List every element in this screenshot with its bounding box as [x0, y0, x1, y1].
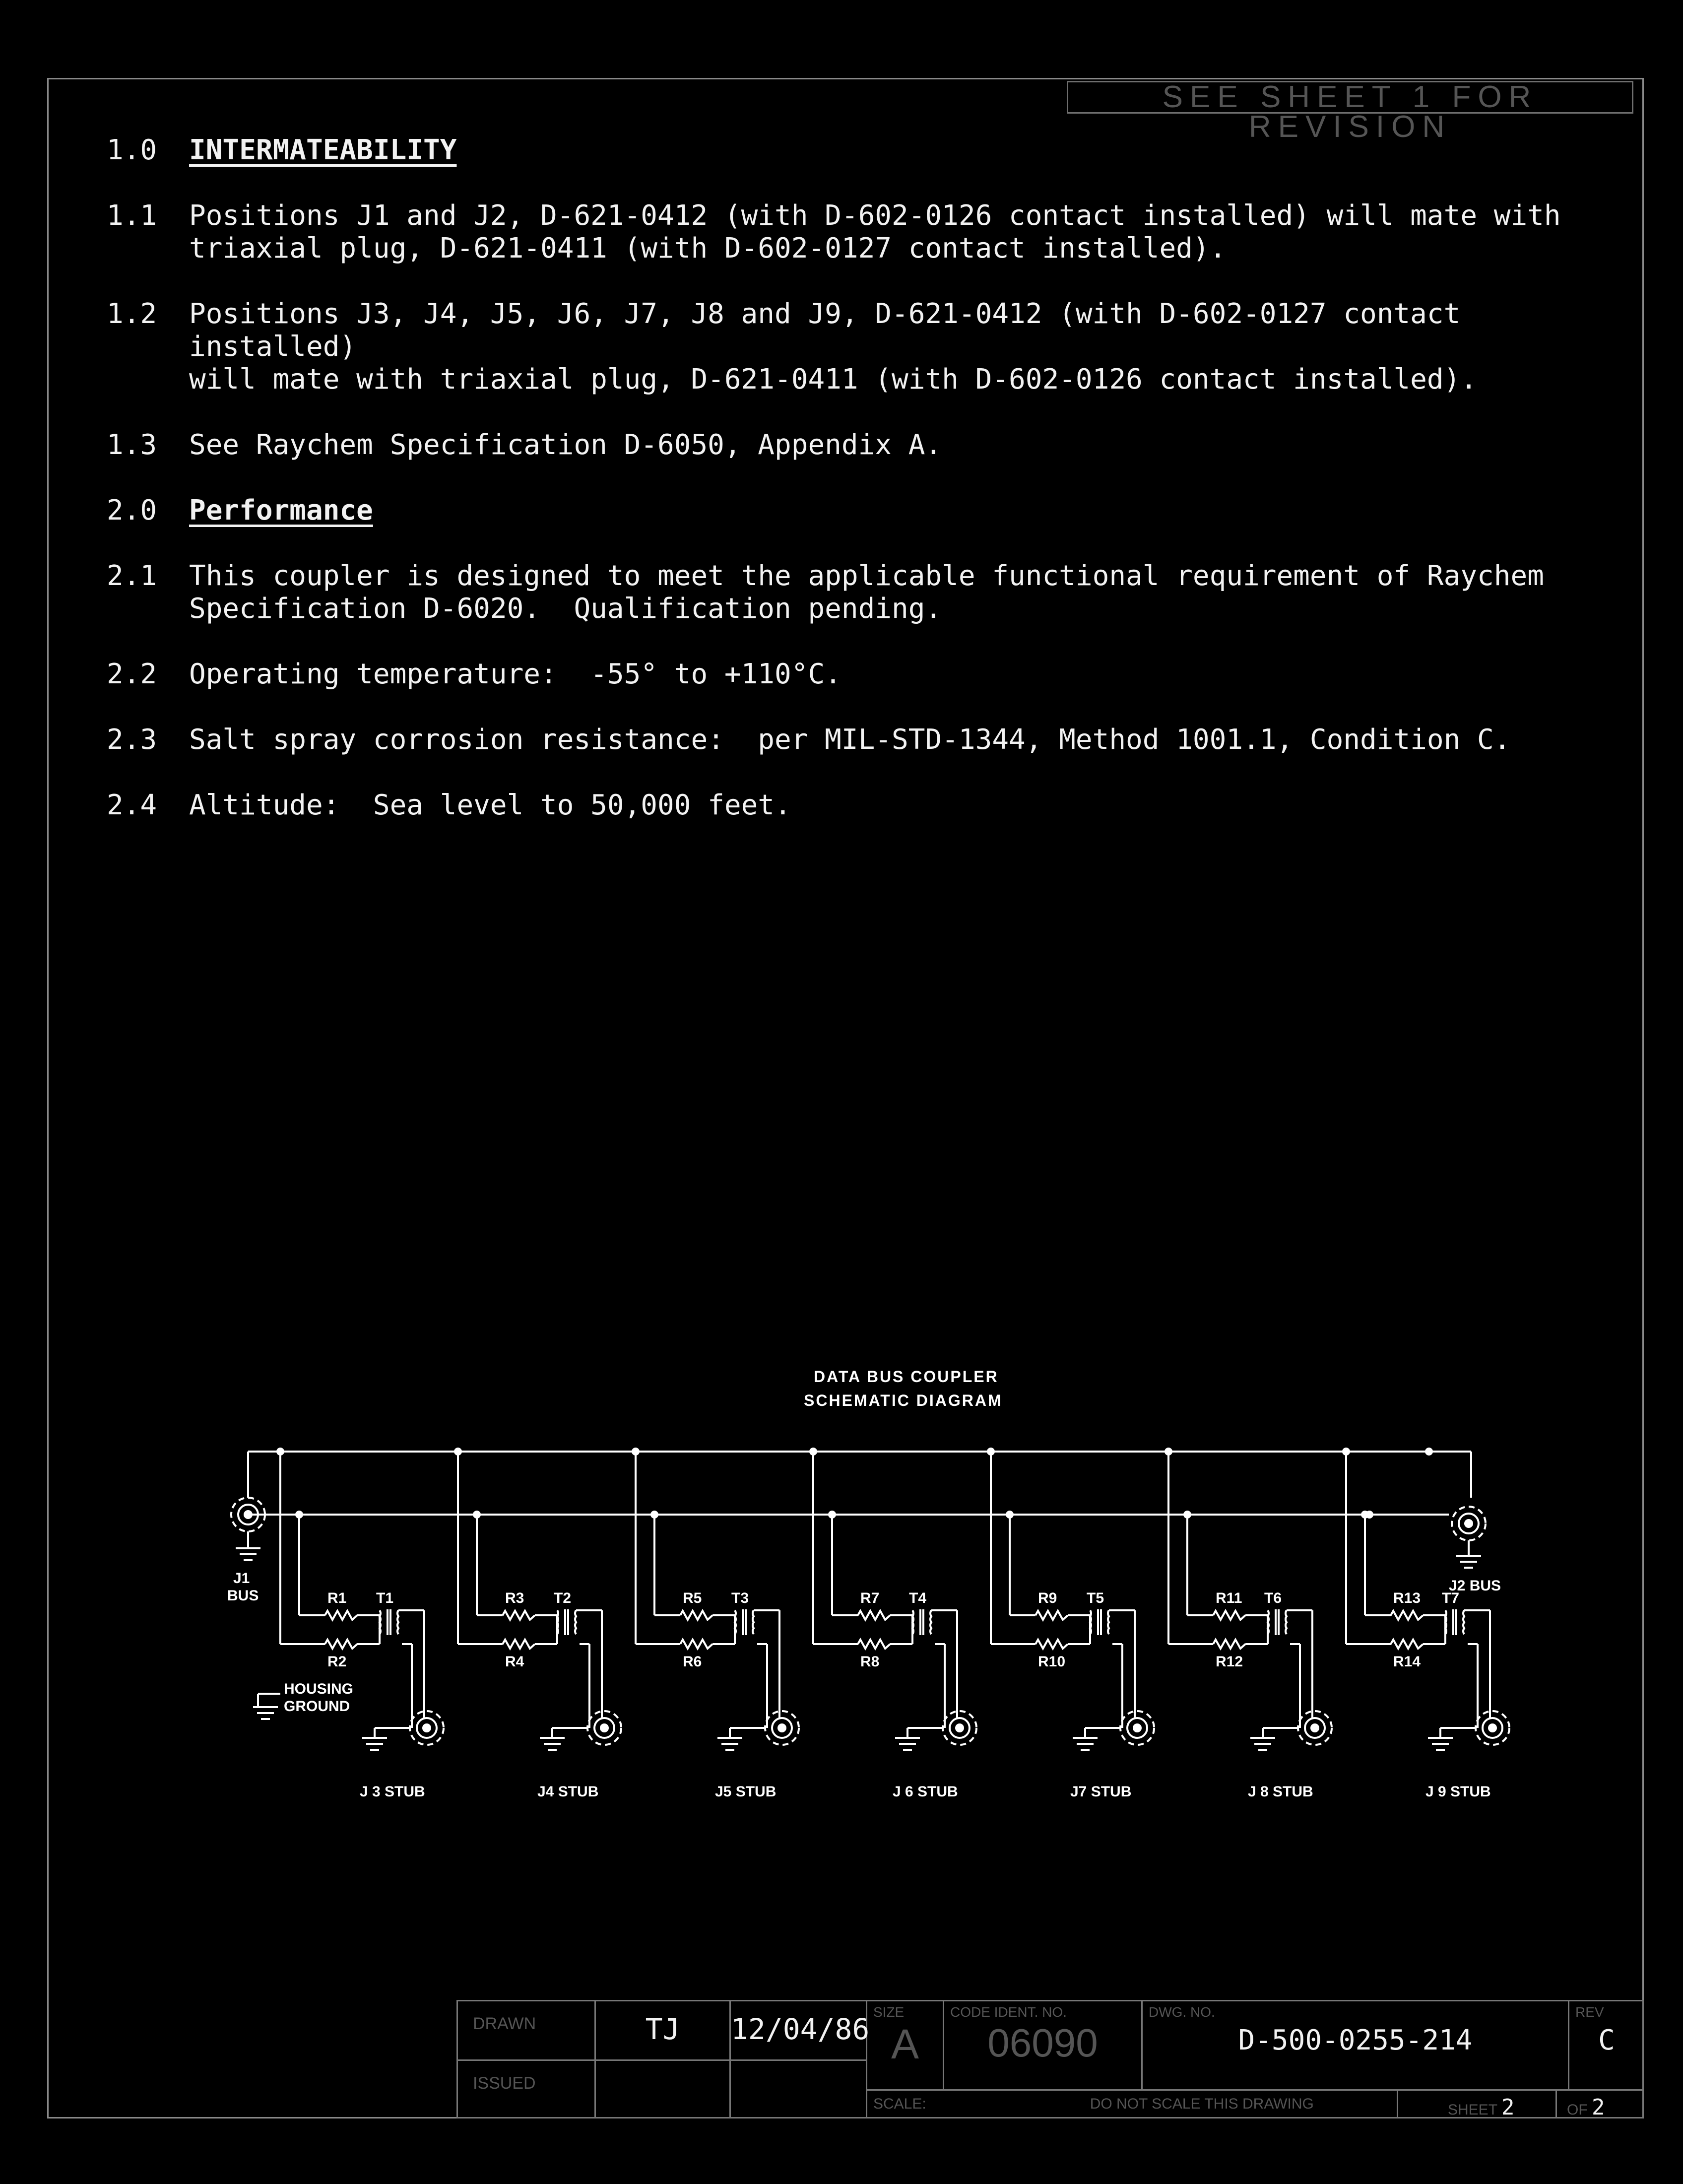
stub-label: J7 STUB: [1070, 1784, 1132, 1800]
transformer-t6-primary: [1268, 1610, 1269, 1634]
dwg-no-label: DWG. NO.: [1149, 2004, 1215, 2020]
sheet-cell: [1398, 2091, 1557, 2118]
paragraph-text: This coupler is designed to meet the applicable functional requirement of Raychem Specification D-6020. Qualification pending.: [189, 560, 1544, 625]
stub-connector-6-pin: [956, 1724, 963, 1731]
resistor-label: R8: [860, 1654, 880, 1670]
j1-connector-pin: [245, 1511, 252, 1518]
stub-connector-3-pin: [423, 1724, 430, 1731]
resistor-label: R1: [327, 1590, 347, 1606]
revision-note: SEE SHEET 1 FOR REVISION: [1067, 81, 1633, 114]
paragraph-1-2: [107, 298, 1635, 396]
issued-label: ISSUED: [458, 2061, 596, 2118]
transformer-t3-primary: [735, 1610, 736, 1634]
drawn-by: TJ: [596, 2001, 731, 2061]
resistor-label: R9: [1038, 1590, 1057, 1606]
resistor-label: R14: [1393, 1654, 1421, 1670]
resistor-label: R10: [1038, 1654, 1066, 1670]
transformer-t4-secondary: [930, 1610, 931, 1634]
resistor-r12: [1213, 1640, 1245, 1649]
paragraph-text: Positions J3, J4, J5, J6, J7, J8 and J9, D-621-0412 (with D-602-0127 contact installed) will mate with triaxial plug, D-621-0411 (with D-602-0126 contact installed).: [189, 298, 1478, 396]
paragraph-text: Altitude: Sea level to 50,000 feet.: [189, 789, 791, 821]
scale-cell: [867, 2091, 1398, 2118]
stub-connector-4-pin: [601, 1724, 608, 1731]
paragraph-2-0: [107, 494, 1635, 527]
size-label: SIZE: [873, 2004, 905, 2020]
stub-label: J5 STUB: [715, 1784, 777, 1800]
paragraph-number: 2.3: [107, 724, 157, 756]
transformer-label: T2: [554, 1590, 572, 1606]
paragraph-number: 2.2: [107, 658, 157, 690]
size-value: A: [891, 2021, 919, 2067]
specification-text: [107, 134, 1635, 855]
resistor-label: R5: [683, 1590, 702, 1606]
paragraph-number: 2.1: [107, 560, 157, 592]
schematic-svg: [218, 1360, 1528, 1816]
junction-dot: [1365, 1511, 1373, 1519]
resistor-label: R13: [1393, 1590, 1421, 1606]
resistor-r9: [1036, 1611, 1068, 1620]
stub-label: J 3 STUB: [360, 1784, 425, 1800]
resistor-label: R11: [1216, 1590, 1242, 1606]
paragraph-2-1: [107, 560, 1635, 625]
paragraph-2-4: [107, 789, 1635, 822]
title-block: [456, 2000, 1644, 2118]
scale-label: SCALE:: [873, 2096, 926, 2112]
resistor-r8: [858, 1640, 890, 1649]
resistor-label: R2: [327, 1654, 347, 1670]
transformer-t7-secondary: [1463, 1610, 1464, 1634]
transformer-t5-secondary: [1108, 1610, 1109, 1634]
paragraph-1-1: [107, 199, 1635, 265]
code-ident-value: 06090: [987, 2021, 1098, 2065]
resistor-r1: [325, 1611, 357, 1620]
dwg-no-cell: [1143, 2001, 1569, 2091]
j1-bus-label: BUS: [227, 1588, 259, 1604]
paragraph-1-0: [107, 134, 1635, 167]
rev-value: C: [1598, 2024, 1615, 2056]
dwg-no-value: D-500-0255-214: [1238, 2024, 1473, 2056]
paragraph-number: 1.0: [107, 134, 157, 166]
paragraph-number: 1.2: [107, 298, 157, 330]
transformer-t6-secondary: [1286, 1610, 1287, 1634]
stub-connector-9-pin: [1489, 1724, 1496, 1731]
size-cell: [867, 2001, 944, 2091]
resistor-label: R3: [505, 1590, 524, 1606]
sheet-label: SHEET: [1448, 2102, 1497, 2118]
resistor-r11: [1213, 1611, 1245, 1620]
transformer-t1-primary: [380, 1610, 381, 1634]
paragraph-number: 1.3: [107, 429, 157, 461]
resistor-r13: [1391, 1611, 1423, 1620]
transformer-label: T6: [1264, 1590, 1282, 1606]
paragraph-text: Salt spray corrosion resistance: per MIL-STD-1344, Method 1001.1, Condition C.: [189, 724, 1511, 756]
diagram-title-line-2: SCHEMATIC DIAGRAM: [804, 1391, 1003, 1409]
resistor-label: R12: [1216, 1654, 1243, 1670]
j2-connector-pin: [1465, 1520, 1472, 1527]
of-label: OF: [1567, 2102, 1588, 2118]
rev-label: REV: [1575, 2004, 1604, 2020]
transformer-label: T1: [376, 1590, 394, 1606]
resistor-r4: [503, 1640, 535, 1649]
scale-note: DO NOT SCALE THIS DRAWING: [1090, 2096, 1314, 2112]
resistor-label: R6: [683, 1654, 702, 1670]
resistor-label: R7: [860, 1590, 880, 1606]
paragraph-1-3: [107, 429, 1635, 462]
junction-dot: [1425, 1448, 1433, 1456]
schematic-diagram: [218, 1360, 1528, 1816]
resistor-r6: [680, 1640, 712, 1649]
drawn-date: 12/04/86: [731, 2001, 867, 2061]
transformer-t5-primary: [1090, 1610, 1091, 1634]
transformer-label: T4: [909, 1590, 927, 1606]
code-ident-label: CODE IDENT. NO.: [950, 2004, 1067, 2020]
diagram-labels: [227, 1570, 1501, 1800]
sheet-value: 2: [1501, 2095, 1515, 2120]
paragraph-number: 1.1: [107, 199, 157, 232]
paragraph-text: Operating temperature: -55° to +110°C.: [189, 658, 842, 690]
transformer-t7-primary: [1445, 1610, 1446, 1634]
transformer-t2-primary: [557, 1610, 558, 1634]
stub-label: J 9 STUB: [1425, 1784, 1491, 1800]
j1-label: J1: [233, 1570, 250, 1587]
paragraph-2-2: [107, 658, 1635, 691]
diagram-title-line-1: DATA BUS COUPLER: [814, 1368, 999, 1386]
transformer-t4-primary: [912, 1610, 913, 1634]
paragraph-2-3: [107, 724, 1635, 756]
paragraph-text: See Raychem Specification D-6050, Appendix A.: [189, 429, 942, 461]
transformer-label: T5: [1087, 1590, 1104, 1606]
transformer-t1-secondary: [397, 1610, 398, 1634]
stub-label: J 8 STUB: [1248, 1784, 1313, 1800]
resistor-r5: [680, 1611, 712, 1620]
transformer-label: T3: [731, 1590, 749, 1606]
of-value: 2: [1592, 2095, 1605, 2120]
of-cell: [1557, 2091, 1644, 2118]
transformer-t3-secondary: [753, 1610, 754, 1634]
resistor-r10: [1036, 1640, 1068, 1649]
transformer-t2-secondary: [575, 1610, 576, 1634]
resistor-r3: [503, 1611, 535, 1620]
transformer-label: T7: [1442, 1590, 1460, 1606]
section-heading: INTERMATEABILITY: [189, 134, 457, 166]
code-ident-cell: [944, 2001, 1143, 2091]
paragraph-text: Positions J1 and J2, D-621-0412 (with D-602-0126 contact installed) will mate with triaxial plug, D-621-0411 (with D-602-0127 contact installed).: [189, 199, 1561, 265]
housing-ground-label-2: GROUND: [284, 1698, 350, 1715]
section-heading: Performance: [189, 494, 373, 527]
resistor-r7: [858, 1611, 890, 1620]
stub-connector-8-pin: [1311, 1724, 1318, 1731]
paragraph-number: 2.4: [107, 789, 157, 821]
issued-date: [731, 2061, 867, 2118]
issued-by: [596, 2061, 731, 2118]
paragraph-number: 2.0: [107, 494, 157, 527]
resistor-label: R4: [505, 1654, 524, 1670]
resistor-r2: [325, 1640, 357, 1649]
drawn-label: DRAWN: [458, 2001, 596, 2061]
stub-label: J4 STUB: [537, 1784, 599, 1800]
rev-cell: [1569, 2001, 1644, 2091]
j2-bus-label: J2 BUS: [1449, 1578, 1501, 1594]
stub-connector-7-pin: [1134, 1724, 1141, 1731]
resistor-r14: [1391, 1640, 1423, 1649]
stub-connector-5-pin: [778, 1724, 785, 1731]
housing-ground-label-1: HOUSING: [284, 1681, 354, 1697]
stub-label: J 6 STUB: [893, 1784, 958, 1800]
